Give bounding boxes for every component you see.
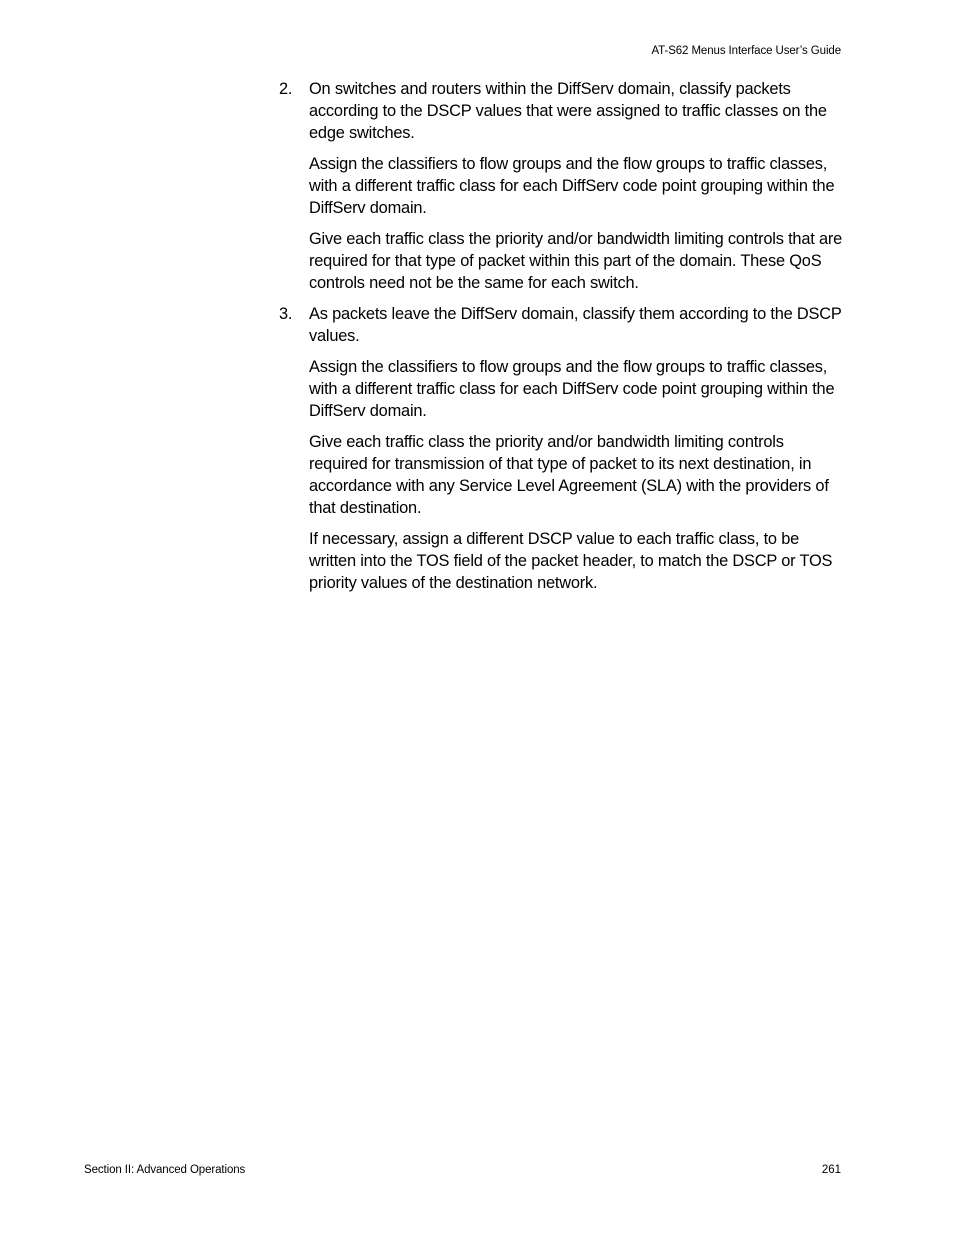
step-paragraph: Assign the classifiers to flow groups and the flow groups to traffic classes, with a different traffic class for each DiffServ code point grouping within the DiffServ domain.: [309, 358, 835, 420]
document-body: [279, 78, 844, 603]
step-2: [279, 78, 844, 294]
step-paragraph: If necessary, assign a different DSCP value to each traffic class, to be written into the TOS field of the packet header, to match the DSCP or TOS priority values of the destination network.: [309, 530, 833, 592]
running-header: AT-S62 Menus Interface User’s Guide: [651, 45, 841, 57]
page-number: 261: [821, 1164, 841, 1176]
step-number: 2.: [279, 80, 293, 98]
step-number: 3.: [279, 305, 293, 323]
footer-section-title: Section II: Advanced Operations: [84, 1164, 246, 1176]
step-paragraph: Give each traffic class the priority and/or bandwidth limiting controls that are required for that type of packet within this part of the domain. These QoS controls need not be the same for each switch.: [309, 230, 843, 292]
step-paragraph: On switches and routers within the DiffServ domain, classify packets according to the DSCP values that were assigned to traffic classes on the edge switches.: [309, 80, 827, 142]
step-paragraph: Assign the classifiers to flow groups and the flow groups to traffic classes, with a different traffic class for each DiffServ code point grouping within the DiffServ domain.: [309, 155, 835, 217]
step-paragraph: As packets leave the DiffServ domain, classify them according to the DSCP values.: [309, 305, 842, 345]
step-paragraph: Give each traffic class the priority and/or bandwidth limiting controls required for transmission of that type of packet to its next destination, in accordance with any Service Level Agreement (SLA) with the providers of that destination.: [309, 433, 829, 517]
step-3: [279, 303, 844, 594]
